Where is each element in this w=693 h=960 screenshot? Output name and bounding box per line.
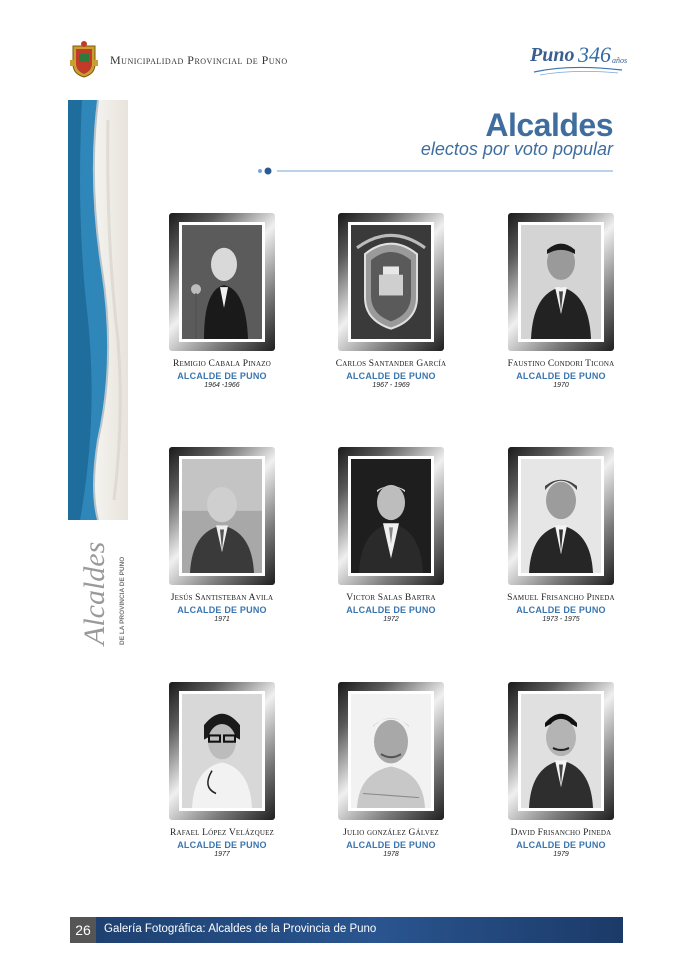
mayor-name: David Frisancho Pineda	[510, 828, 612, 838]
mayor-portrait	[351, 694, 431, 808]
page-number: 26	[70, 917, 96, 943]
page-subtitle: electos por voto popular	[420, 139, 613, 159]
mayor-name: Victor Salas Bartra	[346, 593, 436, 603]
portrait-frame	[508, 213, 614, 351]
page-header	[70, 40, 630, 84]
mayor-name: Rafael López Velázquez	[169, 828, 275, 838]
mayor-years: 1979	[553, 851, 569, 858]
mayor-years: 1971	[214, 616, 230, 623]
mayor-role: ALCALDE DE PUNO	[346, 371, 436, 381]
mayor-role: ALCALDE DE PUNO	[177, 605, 267, 615]
mayor-years: 1978	[383, 851, 399, 858]
mayor-role: ALCALDE DE PUNO	[516, 605, 606, 615]
mayor-name: Remigio Cabala Pinazo	[172, 359, 272, 369]
page-title-block	[421, 108, 613, 158]
mayor-role: ALCALDE DE PUNO	[177, 840, 267, 850]
page-title: Alcaldes	[485, 107, 613, 143]
portrait-frame	[338, 447, 444, 585]
title-divider	[257, 163, 613, 173]
vertical-title-text: Alcaldes	[78, 541, 111, 645]
mayor-card	[147, 682, 297, 858]
portrait-frame	[169, 682, 275, 820]
mayor-name: Jesús Santisteban Avila	[170, 593, 274, 603]
mayor-name: Faustino Condori Ticona	[507, 359, 615, 369]
mayor-card	[486, 213, 636, 389]
mayor-years: 1964 -1966	[204, 382, 240, 389]
mayor-portrait	[521, 694, 601, 808]
portrait-frame	[169, 447, 275, 585]
mayor-name: Samuel Frisancho Pineda	[507, 593, 615, 603]
puno-346-logo	[530, 42, 630, 78]
mayor-portrait	[521, 225, 601, 339]
mayor-years: 1973 - 1975	[542, 616, 580, 623]
portrait-frame	[338, 213, 444, 351]
mayor-role: ALCALDE DE PUNO	[516, 840, 606, 850]
brand-word: Puno	[530, 44, 575, 66]
mayor-name: Julio gonzález Gálvez	[343, 828, 439, 838]
brand-number: 346	[578, 42, 611, 67]
mayor-name: Carlos Santander García	[335, 359, 447, 369]
mayor-card	[486, 682, 636, 858]
mayor-card	[316, 682, 466, 858]
mayor-years: 1977	[214, 851, 230, 858]
brand-suffix: años	[612, 56, 628, 65]
municipality-name: Municipalidad Provincial de Puno	[110, 53, 288, 67]
portrait-frame	[508, 682, 614, 820]
flag-decoration	[68, 100, 128, 520]
mayor-role: ALCALDE DE PUNO	[346, 605, 436, 615]
mayor-role: ALCALDE DE PUNO	[516, 371, 606, 381]
mayor-role: ALCALDE DE PUNO	[346, 840, 436, 850]
coat-of-arms-image	[351, 225, 431, 339]
mayor-portrait	[182, 459, 262, 573]
mayor-card	[147, 447, 297, 623]
vertical-subtitle-text: DE LA PROVINCIA DE PUNO	[119, 556, 126, 645]
mayor-years: 1967 - 1969	[372, 382, 410, 389]
vertical-section-title	[68, 520, 128, 650]
portrait-frame	[338, 682, 444, 820]
mayor-years: 1972	[383, 616, 399, 623]
footer-caption: Galería Fotográfica: Alcaldes de la Provincia de Puno	[104, 923, 377, 935]
mayor-portrait	[351, 459, 431, 573]
portrait-frame	[508, 447, 614, 585]
mayor-role: ALCALDE DE PUNO	[177, 371, 267, 381]
mayor-years: 1970	[553, 382, 569, 389]
mayor-portrait	[521, 459, 601, 573]
page-footer	[70, 917, 623, 943]
mayor-portrait	[182, 694, 262, 808]
mayor-card	[316, 447, 466, 623]
mayor-card	[486, 447, 636, 623]
mayor-card	[147, 213, 297, 389]
portrait-frame	[169, 213, 275, 351]
mayor-card	[316, 213, 466, 389]
mayor-portrait	[182, 225, 262, 339]
municipal-crest-icon	[70, 40, 98, 78]
